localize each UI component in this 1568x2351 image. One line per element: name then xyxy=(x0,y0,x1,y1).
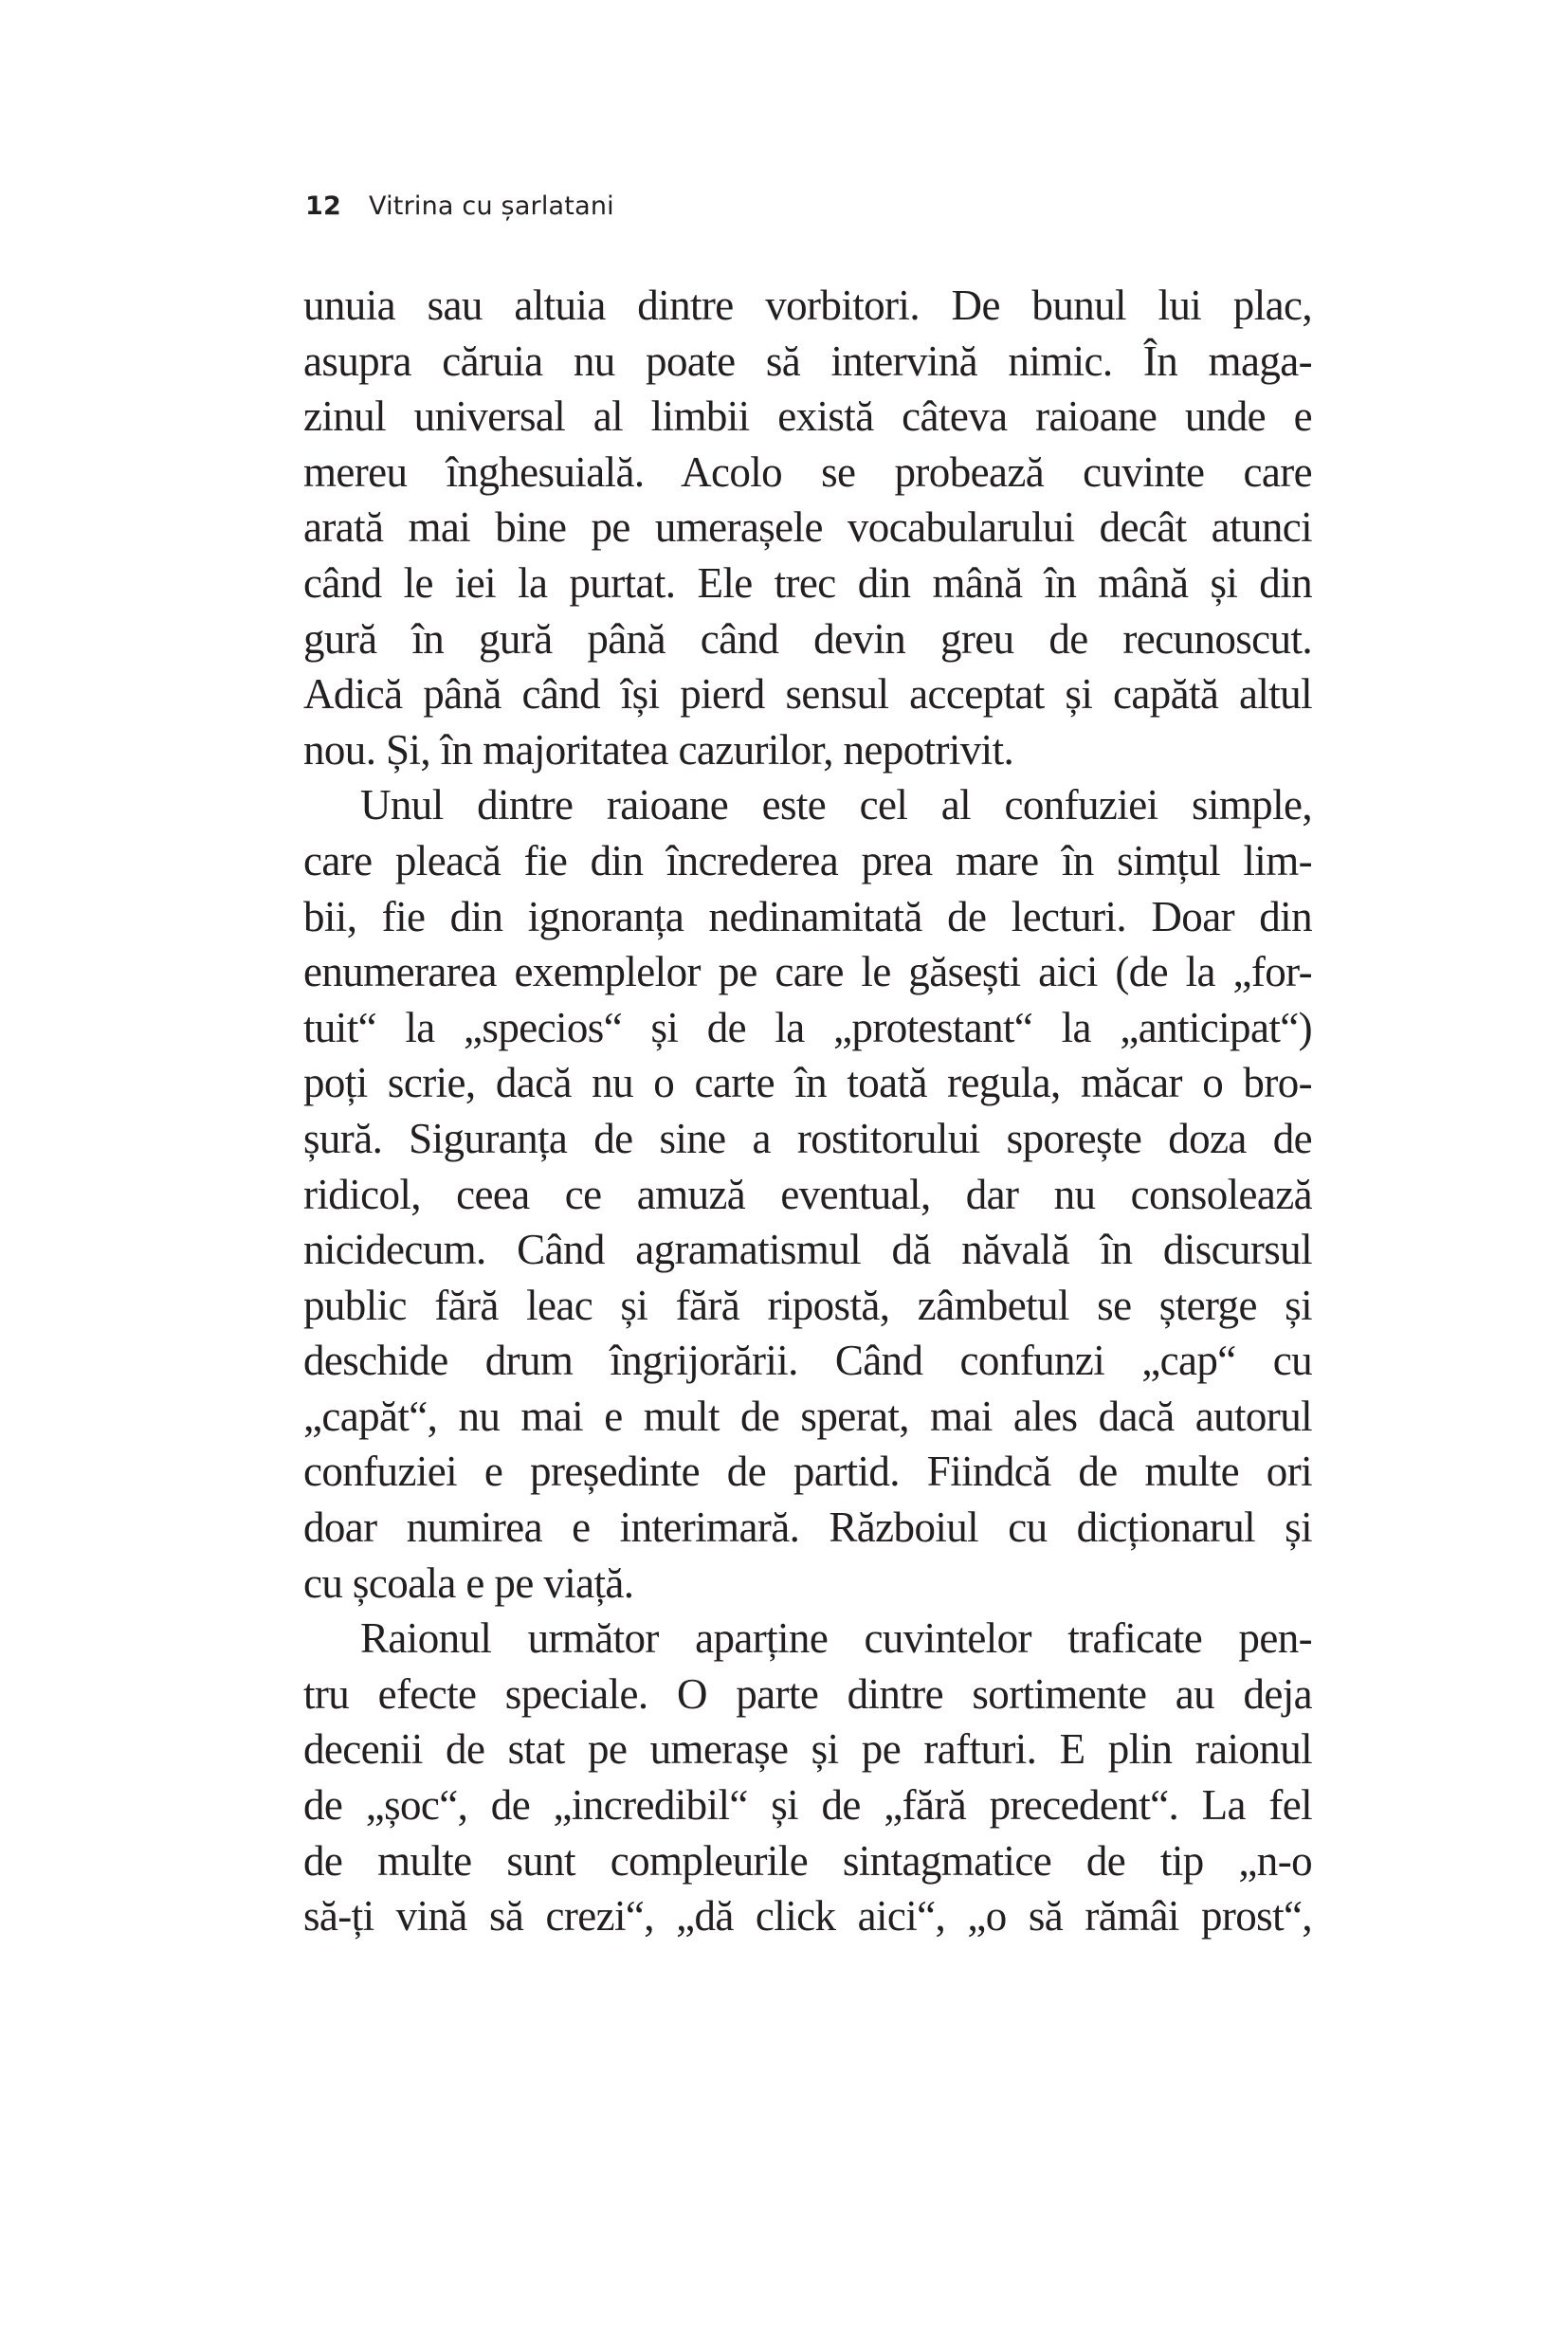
body-text xyxy=(303,278,1312,1944)
page-number: 12 xyxy=(305,191,341,221)
text-line: deschide drum îngrijorării. Când confunzi „cap“ cu xyxy=(303,1337,1312,1385)
text-line: tuit“ la „specios“ și de la „protestant“ la „anticipat“) xyxy=(303,1003,1312,1051)
paragraph-first-line: Raionul următor aparține cuvintelor traficate pen- xyxy=(360,1614,1312,1663)
text-line: Adică până când își pierd sensul acceptat și capătă altul xyxy=(303,670,1312,719)
text-line: de „șoc“, de „incredibil“ și de „fără precedent“. La fel xyxy=(303,1781,1312,1830)
text-line: nicidecum. Când agramatismul dă năvală în discursul xyxy=(303,1226,1312,1274)
text-line: cu școala e pe viață. xyxy=(303,1558,634,1607)
text-line: arată mai bine pe umerașele vocabularului decât atunci xyxy=(303,503,1312,552)
text-line: zinul universal al limbii există câteva raioane unde e xyxy=(303,392,1312,441)
text-line: confuziei e președinte de partid. Fiindcă de multe ori xyxy=(303,1448,1312,1496)
running-title: Vitrina cu șarlatani xyxy=(369,191,614,221)
text-line: gură în gură până când devin greu de recunoscut. xyxy=(303,614,1312,663)
running-head xyxy=(305,188,614,226)
text-line: enumerarea exemplelor pe care le găsești aici (de la „for- xyxy=(303,948,1312,996)
text-line: care pleacă fie din încrederea prea mare în simțul lim- xyxy=(303,836,1312,884)
text-line: unuia sau altuia dintre vorbitori. De bunul lui plac, xyxy=(303,282,1312,329)
text-line: bii, fie din ignoranța nedinamitată de lecturi. Doar din xyxy=(303,892,1312,940)
paragraph-first-line: Unul dintre raioane este cel al confuziei simple, xyxy=(360,781,1312,829)
text-line: poți scrie, dacă nu o carte în toată regula, măcar o bro- xyxy=(303,1059,1312,1107)
text-line: tru efecte speciale. O parte dintre sortimente au deja xyxy=(303,1669,1312,1718)
text-line: de multe sunt compleurile sintagmatice de tip „n-o xyxy=(303,1836,1312,1885)
text-line: „capăt“, nu mai e mult de sperat, mai ales dacă autorul xyxy=(303,1392,1312,1440)
text-line: mereu înghesuială. Acolo se probează cuvinte care xyxy=(303,447,1312,496)
text-line: șură. Siguranța de sine a rostitorului sporește doza de xyxy=(303,1114,1312,1162)
text-line: ridicol, ceea ce amuză eventual, dar nu consolează xyxy=(303,1170,1312,1218)
text-line: nou. Și, în majoritatea cazurilor, nepotrivit. xyxy=(303,725,1014,774)
text-line: când le iei la purtat. Ele trec din mână în mână și din xyxy=(303,558,1312,607)
text-line: doar numirea e interimară. Războiul cu dicționarul și xyxy=(303,1504,1312,1552)
text-line: să-ți vină să crezi“, „dă click aici“, „o să rămâi prost“, xyxy=(303,1892,1312,1941)
text-line: decenii de stat pe umerașe și pe rafturi. E plin raionul xyxy=(303,1725,1312,1774)
text-line: public fără leac și fără ripostă, zâmbetul se șterge și xyxy=(303,1281,1312,1329)
text-line: asupra căruia nu poate să intervină nimic. În maga- xyxy=(303,337,1312,385)
